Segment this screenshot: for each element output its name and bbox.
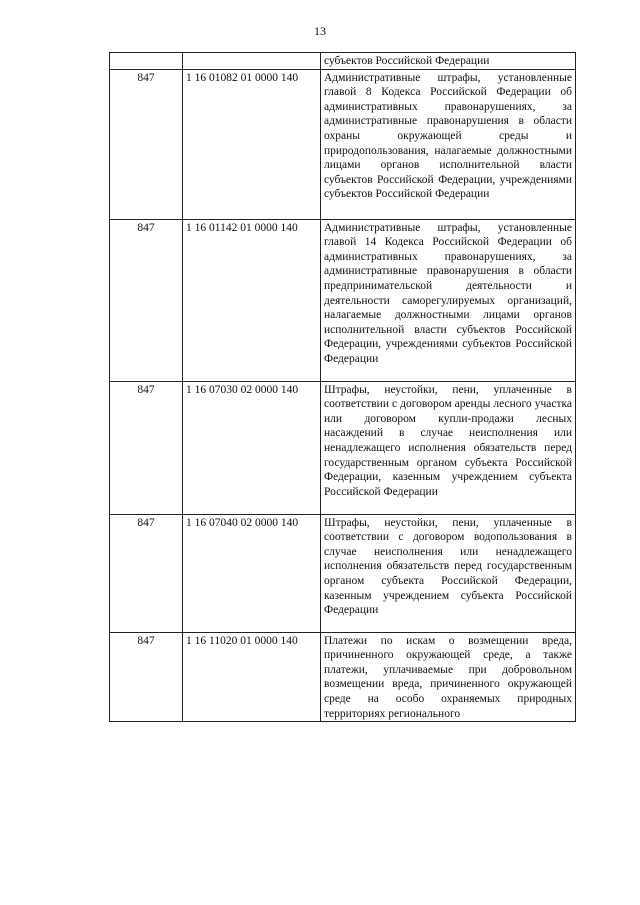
description-cell: Штрафы, неустойки, пени, уплаченные в соответствии с договором аренды лесного участка или договором купли-продажи лесных насаждений в случае неисполнения или ненадлежащего исполнения обязательств перед государственным органом субъекта Российской Федерации, казенным учреждением субъекта Российской Федерации — [321, 381, 576, 514]
admin-code-cell — [110, 53, 183, 70]
description-cell: Административные штрафы, установленные главой 14 Кодекса Российской Федерации об административных правонарушениях, за административные правонарушения в области предпринимательской деятельности и деятельности саморегулируемых организаций, налагаемые должностными лицами органов исполнительной власти субъектов Российской Федерации, учреждениями субъектов Российской Федерации — [321, 219, 576, 381]
table-row — [110, 219, 576, 381]
revenue-codes-table — [109, 52, 576, 722]
description-cell: субъектов Российской Федерации — [321, 53, 576, 70]
table-row — [110, 514, 576, 632]
table-row — [110, 69, 576, 219]
revenue-code-cell — [183, 53, 321, 70]
admin-code-cell: 847 — [110, 69, 183, 219]
revenue-code-cell: 1 16 01082 01 0000 140 — [183, 69, 321, 219]
table-row — [110, 381, 576, 514]
admin-code-cell: 847 — [110, 632, 183, 722]
description-cell: Штрафы, неустойки, пени, уплаченные в соответствии с договором водопользования в случае неисполнения или ненадлежащего исполнения обязательств перед государственным органом субъекта Российской Федерации, казенным учреждением субъекта Российской Федерации — [321, 514, 576, 632]
table-row — [110, 632, 576, 722]
table-row — [110, 53, 576, 70]
admin-code-cell: 847 — [110, 219, 183, 381]
revenue-code-cell: 1 16 01142 01 0000 140 — [183, 219, 321, 381]
revenue-code-cell: 1 16 07030 02 0000 140 — [183, 381, 321, 514]
page-number: 13 — [314, 24, 326, 38]
description-cell: Административные штрафы, установленные главой 8 Кодекса Российской Федерации об административных правонарушениях, за административные правонарушения в области охраны окружающей среды и природопользования, налагаемые должностными лицами органов исполнительной власти субъектов Российской Федерации, учреждениями субъектов Российской Федерации — [321, 69, 576, 219]
revenue-code-cell: 1 16 07040 02 0000 140 — [183, 514, 321, 632]
admin-code-cell: 847 — [110, 514, 183, 632]
description-cell: Платежи по искам о возмещении вреда, причиненного окружающей среде, а также платежи, уплачиваемые при добровольном возмещении вреда, причиненного окружающей среде на особо охраняемых природных территориях регионального — [321, 632, 576, 722]
admin-code-cell: 847 — [110, 381, 183, 514]
revenue-code-cell: 1 16 11020 01 0000 140 — [183, 632, 321, 722]
